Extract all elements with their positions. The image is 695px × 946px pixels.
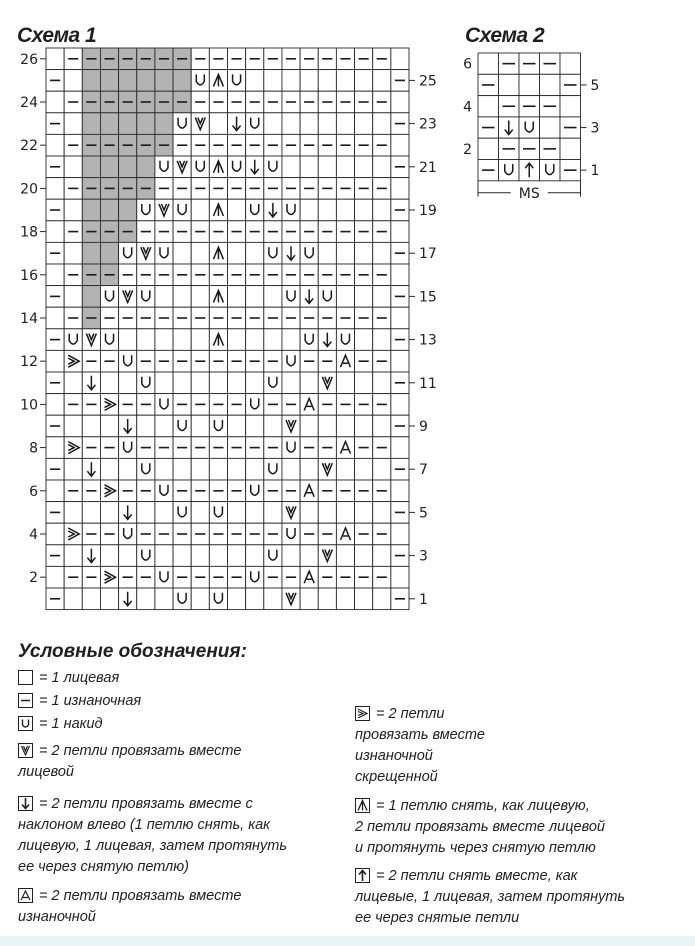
row-number-right: 7 <box>419 462 428 479</box>
chart-cell <box>540 74 561 95</box>
row-number-left: 12 <box>20 354 38 371</box>
row-number-right: 5 <box>590 77 600 94</box>
double-decrease-icon <box>355 798 370 813</box>
legend-item-yarn-over: = 1 накид <box>18 714 103 735</box>
row-number-left: 10 <box>20 397 38 414</box>
chart-cell <box>540 117 561 138</box>
row-number-right: 1 <box>419 591 428 608</box>
purl-stitch-icon <box>18 693 33 708</box>
scheme1-title: Схема 1 <box>17 24 97 47</box>
row-number-right: 13 <box>419 332 437 349</box>
chart-cell <box>560 53 581 74</box>
chart-cell <box>499 74 520 95</box>
row-number-right: 15 <box>419 289 437 306</box>
row-number-left: 24 <box>20 95 38 111</box>
scheme2-title: Схема 2 <box>465 24 545 47</box>
legend-item-knit: = 1 лицевая <box>18 668 119 689</box>
row-number-right: 1 <box>590 163 600 180</box>
row-number-right: 3 <box>419 548 428 565</box>
chart-cell <box>540 160 561 181</box>
scheme2-grid <box>478 53 581 181</box>
p2tog-icon <box>18 888 33 903</box>
chart-cell <box>478 96 499 117</box>
chart-cell <box>560 96 581 117</box>
row-number-left: 6 <box>463 56 472 73</box>
row-number-left: 18 <box>20 224 38 241</box>
bottom-strip <box>0 936 695 946</box>
chart-cell <box>499 160 520 181</box>
legend-item-p2tog-tbl: = 2 петли провязать вместе изнаночной скрещенной <box>355 706 485 785</box>
row-number-left: 4 <box>29 527 38 543</box>
row-number-right: 23 <box>419 116 437 133</box>
chart-cell <box>560 138 581 159</box>
row-number-right: 17 <box>419 246 437 263</box>
central-double-decrease-icon <box>355 868 370 883</box>
row-number-left: 16 <box>20 267 38 284</box>
chart-cell <box>519 74 540 95</box>
legend-title: Условные обозначения: <box>18 641 247 662</box>
chart-cell <box>519 117 540 138</box>
chart-cell <box>478 138 499 159</box>
left-slant-decrease-icon <box>18 796 33 811</box>
row-number-left: 8 <box>29 440 38 457</box>
legend-item-k2tog: = 2 петли провязать вместе лицевой <box>18 743 242 780</box>
yarn-over-icon <box>18 716 33 731</box>
row-number-left: 22 <box>20 138 38 155</box>
row-number-left: 14 <box>20 311 38 327</box>
row-number-right: 9 <box>419 419 428 435</box>
row-number-left: 4 <box>463 99 472 116</box>
legend-item-central-double-decrease: = 2 петли снять вместе, как лицевые, 1 лицевая, затем протянуть ее через снятые петли <box>355 868 626 926</box>
chart-cell <box>478 53 499 74</box>
p2tog-tbl-icon <box>355 706 370 721</box>
legend-item-left-slant-decrease: = 2 петли провязать вместе с наклоном влево (1 петлю снять, как лицевую, 1 лицевая, затем протянуть ее через снятую петлю) <box>18 796 287 875</box>
legend-item-p2tog: = 2 петли провязать вместе изнаночной <box>18 888 242 925</box>
legend-item-purl: = 1 изнаночная <box>18 691 141 712</box>
row-number-right: 21 <box>419 159 437 176</box>
row-number-left: 2 <box>463 141 472 158</box>
ms-label: MS <box>518 185 540 202</box>
legend-item-double-decrease: = 1 петлю снять, как лицевую, 2 петли провязать вместе лицевой и протянуть через снятую петлю <box>355 798 605 856</box>
row-number-right: 3 <box>590 120 600 137</box>
row-number-right: 11 <box>419 375 437 392</box>
row-number-right: 25 <box>419 73 437 90</box>
row-number-left: 26 <box>20 51 38 68</box>
row-number-right: 5 <box>419 505 428 522</box>
k2tog-icon <box>18 743 33 758</box>
knit-stitch-icon <box>18 670 33 685</box>
row-number-left: 2 <box>29 570 38 587</box>
row-number-left: 20 <box>20 181 38 198</box>
row-number-left: 6 <box>29 483 38 500</box>
row-number-right: 19 <box>419 203 437 219</box>
